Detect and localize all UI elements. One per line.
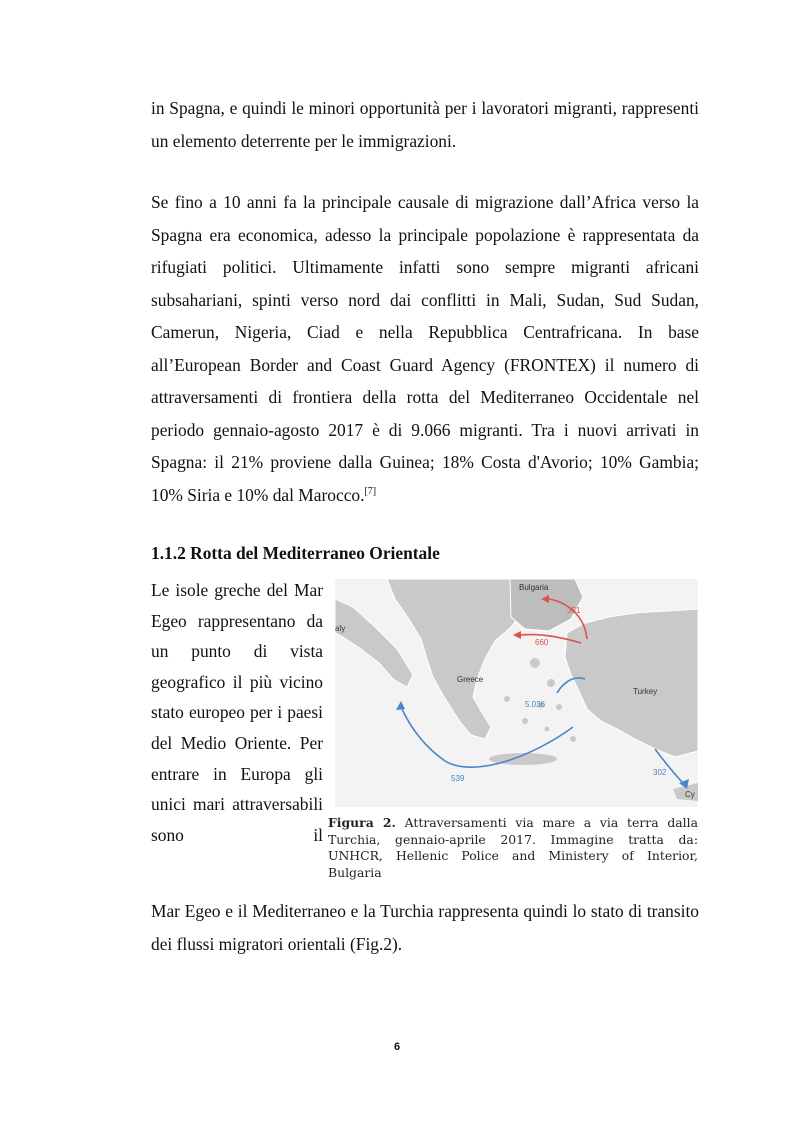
section-heading: 1.1.2 Rotta del Mediterraneo Orientale xyxy=(151,543,440,563)
citation-reference: [7] xyxy=(364,485,377,497)
paragraph-conclusion: Mar Egeo e il Mediterraneo e la Turchia rappresenta quindi lo stato di transito dei flussi migratori orientali (Fig.2). xyxy=(151,901,699,954)
aegean-islands xyxy=(489,658,576,765)
value-to-cyprus: 302 xyxy=(653,768,667,777)
italy-landmass xyxy=(335,599,413,687)
value-thrace-land: 660 xyxy=(535,638,549,647)
caption-text: Attraversamenti via mare a via terra dalla Turchia, gennaio-aprile 2017. Immagine tratta da: UNHCR, Hellenic Police and Ministery of Interior, Bulgaria xyxy=(328,815,698,880)
figure-caption xyxy=(328,815,698,881)
paragraph-western-route-text: Se fino a 10 anni fa la principale causale di migrazione dall’Africa verso la Spagna era economica, adesso la principale popolazione è rappresentata da rifugiati politici. Ultimamente infatti sono sempre migranti africani subsahariani, spinti verso nord dai conflitti in Mali, Sudan, Sud Sudan, Camerun, Nigeria, Ciad e nella Repubblica Centrafricana. In base all’European Border and Coast Guard Agency (FRONTEX) il numero di attraversamenti di frontiera della rotta del Mediterraneo Occidentale nel periodo gennaio-agosto 2017 è di 9.066 migranti. Tra i nuovi arrivati in Spagna: il 21% proviene dalla Guinea; 18% Costa d'Avorio; 10% Gambia; 10% Siria e 10% dal Marocco. xyxy=(151,192,699,505)
map-graphic xyxy=(335,579,698,807)
label-turkey: Turkey xyxy=(633,687,658,696)
paragraph-eastern-route-column: Le isole greche del Mar Egeo rappresentano da un punto di vista geografico il più vicino stato europeo per i paesi del Medio Oriente. Per entrare in Europa gli unici mari attraversabili sono il xyxy=(151,580,323,845)
label-italy: aly xyxy=(335,624,346,633)
value-to-italy: 539 xyxy=(451,774,465,783)
paragraph-intro: in Spagna, e quindi le minori opportunità per i lavoratori migranti, rappresenti un elemento deterrente per le immigrazioni. xyxy=(151,98,699,151)
eastern-mediterranean-map xyxy=(335,579,698,807)
label-bulgaria: Bulgaria xyxy=(519,583,549,592)
value-bulgaria-land: 351 xyxy=(567,606,581,615)
paragraph-western-route xyxy=(151,186,699,511)
label-greece: Greece xyxy=(457,675,484,684)
label-cyprus: Cy xyxy=(685,790,695,799)
page-number: 6 xyxy=(393,1041,401,1053)
caption-label: Figura 2. xyxy=(328,815,396,830)
value-aegean-sea: 5.036 xyxy=(525,700,546,709)
